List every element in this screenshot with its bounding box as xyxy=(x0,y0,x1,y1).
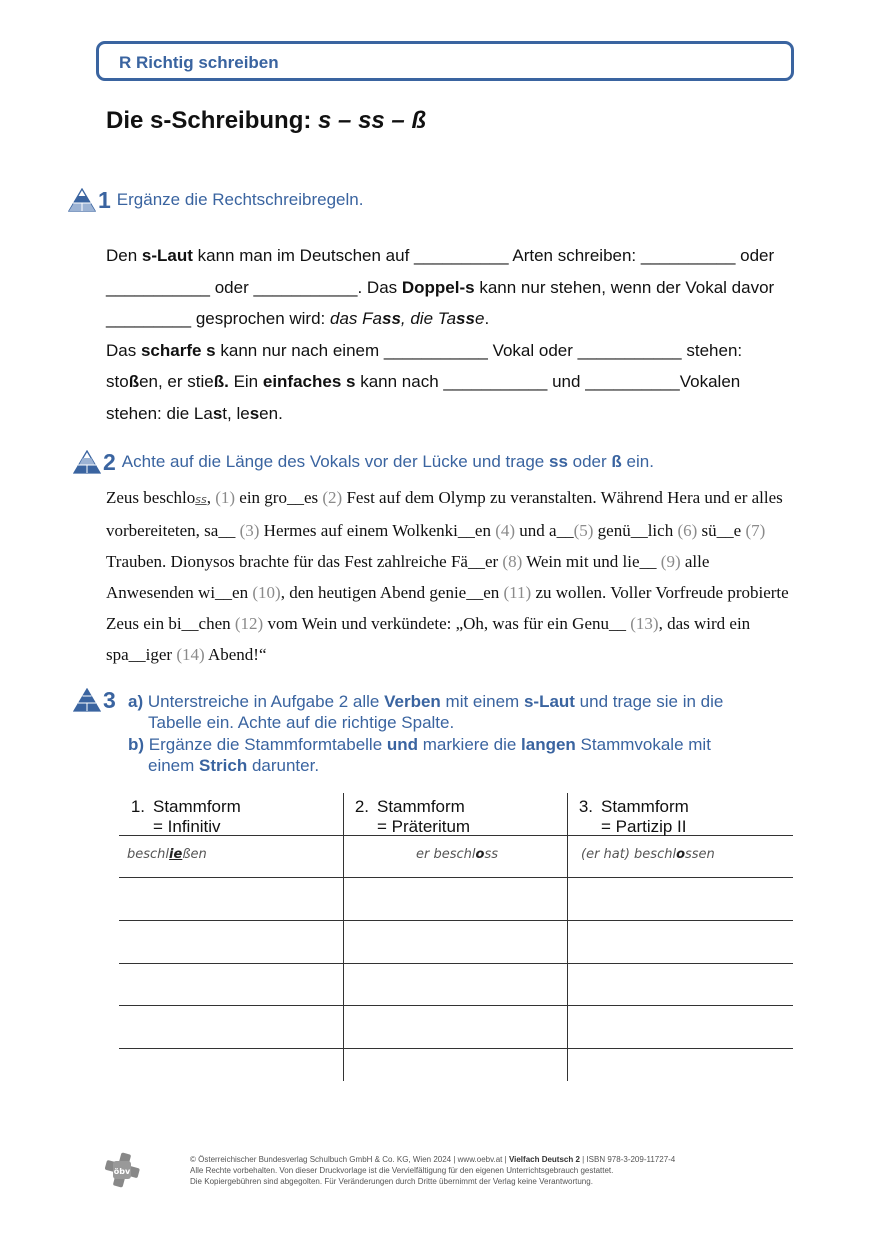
svg-text:öbv: öbv xyxy=(113,1167,131,1176)
story-paragraph: Zeus beschloss, (1) ein gro__es (2) Fest auf dem Olymp zu veranstalten. Während Hera und er alles vorbereiteten, sa__ (3) Hermes auf einem Wolkenki__en (4) und a__(5) genü__lich (6) sü__e (7) Trauben. Dionysos brachte für das Fest zahlreiche Fä__er (8) Wein mit und lie__ (9) alle Anwesenden wi__en (10), den heutigen Abend genie__en (11) zu wollen. Voller Vorfreude probierte Zeus ein bi__chen (12) vom Wein und verkündete: „Oh, was für ein Genu__ (13), das wird ein spa__iger (14) Abend!“ xyxy=(106,488,789,664)
column-header-partizip: 3. Stammform = Partizip II xyxy=(578,797,689,836)
pyramid-level-icon xyxy=(68,188,96,212)
pyramid-level-icon xyxy=(73,688,101,712)
example-praeteritum: er beschloss xyxy=(416,847,498,862)
task-number: 2 xyxy=(103,449,116,475)
row-divider xyxy=(119,1005,793,1006)
task-1-heading xyxy=(68,188,363,212)
pyramid-level-icon xyxy=(73,450,101,474)
column-header-praeteritum: 2. Stammform = Präteritum xyxy=(354,797,471,836)
section-header xyxy=(96,41,794,81)
handwritten-answer: ss xyxy=(195,493,207,506)
row-divider xyxy=(119,963,793,964)
stem-form-table xyxy=(119,793,793,1081)
rule-paragraph: Den s-Laut kann man im Deutschen auf __________ Arten schreiben: __________ oder ___________ oder ___________. Das Doppel-s kann nur stehen, wenn der Vokal davor _________ gesprochen wird: das Fass, die Tasse. Das scharfe s kann nur nach einem ___________ Vokal oder ___________ stehen: stoßen, er stieß. Ein einfaches s kann nach ___________ und __________Vokalen stehen: die Last, lesen. xyxy=(106,246,775,423)
copyright-footer: © Österreichischer Bundesverlag Schulbuch GmbH & Co. KG, Wien 2024 | www.oebv.at | Vielfach Deutsch 2 | ISBN 978-3-209-11727-4 Alle Rechte vorbehalten. Von dieser Druckvorlage ist die Vervielfältigung für den eigenen Unterrichtsgebrauch gestattet. Die Kopiergebühren sind abgegolten. Für Veränderungen durch Dritte übernimmt der Verlag keine Verantwortung. xyxy=(190,1155,676,1186)
task-3a: a) Unterstreiche in Aufgabe 2 alle Verben mit einem s-Laut und trage sie in die Tabelle ein. Achte auf die richtige Spalte. xyxy=(128,692,724,732)
example-infinitiv: beschließen xyxy=(127,847,207,862)
row-divider xyxy=(119,920,793,921)
publisher-logo xyxy=(104,1152,140,1188)
task-number: 1 xyxy=(98,187,111,213)
column-header-infinitiv: 1. Stammform = Infinitiv xyxy=(130,797,241,836)
title-forms: s – ss – ß xyxy=(318,107,427,134)
example-partizip: (er hat) beschlossen xyxy=(581,847,715,862)
section-title: R Richtig schreiben xyxy=(119,53,279,72)
task-instruction: Achte auf die Länge des Vokals vor der Lücke und trage ss oder ß ein. xyxy=(121,452,654,471)
page-title: Die s-Schreibung: s – ss – ß xyxy=(106,107,427,134)
row-divider xyxy=(119,1048,793,1049)
task-instruction: Ergänze die Rechtschreibregeln. xyxy=(116,190,364,209)
task-3-heading xyxy=(73,688,122,712)
task-number: 3 xyxy=(103,687,116,713)
task-3b: b) Ergänze die Stammformtabelle und markiere die langen Stammvokale mit einem Strich darunter. xyxy=(128,735,711,775)
task-2-heading xyxy=(73,450,654,474)
row-divider xyxy=(119,877,793,878)
